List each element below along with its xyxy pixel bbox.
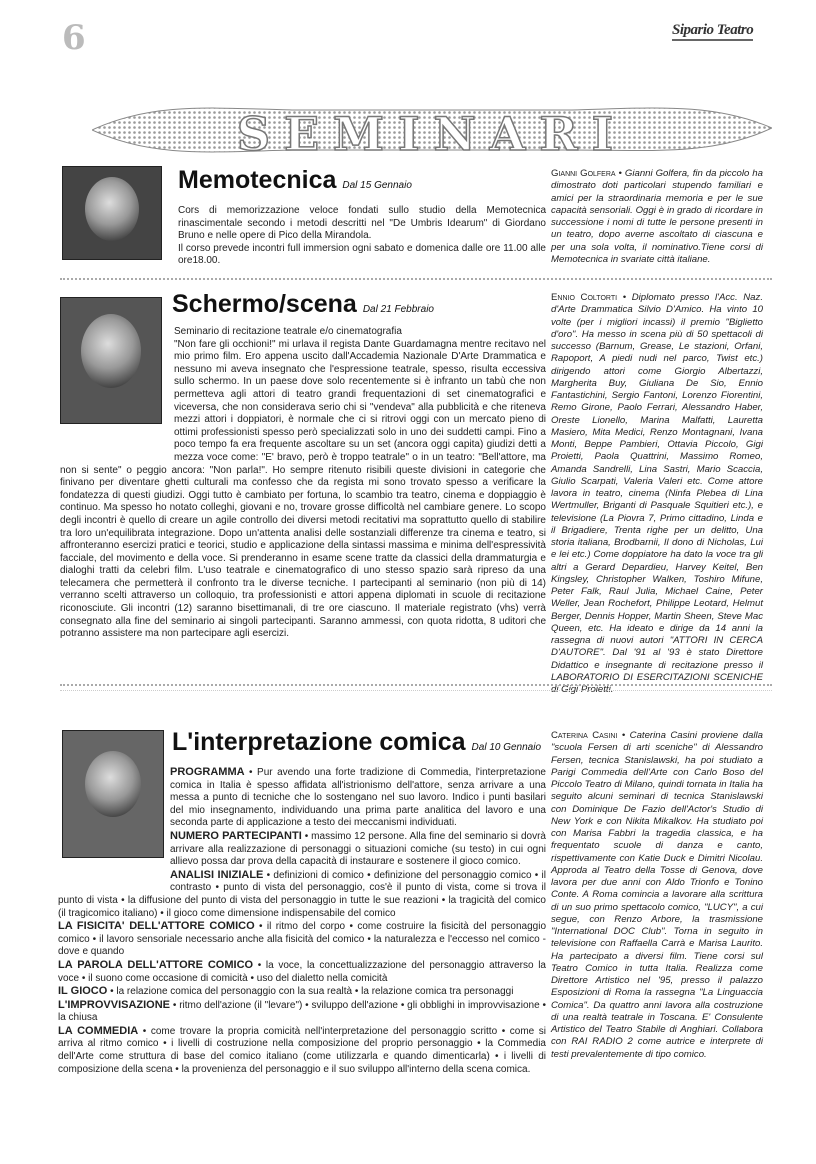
bio-name: Ennio Coltorti xyxy=(551,292,618,303)
magazine-logo: Sipario Teatro xyxy=(672,22,753,41)
section-date: Dal 15 Gennaio xyxy=(342,180,412,191)
program-block: IL GIOCO • la relazione comica del personaggio con la sua realtà • la relazione comica tra personaggi xyxy=(58,985,514,998)
seminari-banner xyxy=(92,100,772,161)
section-title: Memotecnica Dal 15 Gennaio xyxy=(178,166,412,194)
paragraph: Cors di memorizzazione veloce fondati sullo studio della Memotecnica rinascimentale secondo i metodi descritti nel "De Umbris Idearum" di Giordano Bruno e nelle opere di Pico della Mirandola. xyxy=(178,205,546,242)
program-block: ANALISI INIZIALE • definizioni di comico • definizione del personaggio comico • il contrasto • punto di vista del personaggio, cos'è il punto di vista, come si trova il punto di vista • la diffusione del punto di vista del personaggio in tutte le sue reazioni • la tragicità del comico (il tragicomico italiano) • il gioco come dimensione indispensabile del comico xyxy=(58,868,546,919)
program-block: L'IMPROVVISAZIONE • ritmo dell'azione (il "levare") • sviluppo dell'azione • gli obblighi in improvvisazione • la chiusa xyxy=(58,998,546,1024)
section-title: Schermo/scena Dal 21 Febbraio xyxy=(172,290,434,318)
sidebar-bio: Gianni Golfera • Gianni Golfera, fin da piccolo ha dimostrato doti particolari stupendo familiari e amici per la straordinaria memoria e per le sue capacità sensoriali. Oggi è in grado di ricordare in successione i nomi di tutte le persone presenti in un teatro, dopo averne ascoltato di ciascuna e per una sola volta, il nominativo.Tiene corsi di Memotecnica in svariate città italiane. xyxy=(551,168,763,265)
program-block: LA PAROLA DELL'ATTORE COMICO • la voce, la concettualizzazione del personaggio attraverso la voce • il suono come occasione di comicità • uso del dialetto nella comicità xyxy=(58,958,546,984)
paragraph: Seminario di recitazione teatrale e/o cinematografia xyxy=(174,326,402,337)
program-block: PROGRAMMA • Pur avendo una forte tradizione di Commedia, l'interpretazione comica in Italia è spesso affidata all'istrionismo dell'attore, senza arrivare a una messa a punto di tecniche che lo sostengano nel suo lavoro. Indico i punti basilari del mio insegnamento, individuando una prima parte analitica del lavoro e una seconda parte di applicazione a testo dei meccanismi individuati. xyxy=(170,766,546,829)
section-divider xyxy=(60,684,772,686)
sidebar-bio: Ennio Coltorti • Diplomato presso l'Acc. Naz. d'Arte Drammatica Silvio D'Amico. Ha vinto 10 volte (per i migliori incassi) il premio "Biglietto d'oro". Ha messo in scena più di 50 spettacoli di successo (Barnum, Grease, Le stazioni, Orfani, Rapoport, A piedi nudi nel parco, Twist etc.) dirigendo attori come Giorgio Albertazzi, Margherita Buy, Giuliana De Sio, Ennio Fantastichini, Sergio Fantoni, Lorenzo Fiorentini, Remo Girone, Paolo Ferrari, Alessandro Haber, Oreste Lionello, Marina Malfatti, Lauretta Masiero, Mita Medici, Renzo Montagnani, Ivana Monti, Beppe Pambieri, Ottavia Piccolo, Gigi Proietti, Paola Quattrini, Massimo Romeo, Amanda Sandrelli, Lina Sastri, Mario Scaccia, Giulio Scarpati, Valeria Valeri etc. Come attore lavora in teatro, cinema (Ninfa Plebea di Lina Wertmuller, Briganti di Pasquale Squitieri etc.), e televisione (La Piovra 7, Primo cittadino, Linda e il Brigadiere, Trenta righe per un delitto, Una storia italiana, Brodbarnii, Il dono di Nicholas, Lui e lei etc.) Come doppiatore ha dato la voce tra gli altri a Gerard Depardieu, Harvey Keitel, Ben Kingsley, Christopher Walken, Toshiro Mifune, Peter Falk, Raul Julia, Michael Caine, Peter Weller, Jean Rochefort, Philippe Leotard, Helmut Berger, Dennis Hopper, Martin Sheen, Steve Mac Queen, etc. Ha ideato e dirige da 14 anni la rassegna di nuovi autori "ATTORI IN CERCA D'AUTORE". Dal '91 al '93 è stato Direttore Didattico e insegnante di recitazione presso il LABORATORIO DI ESERCITAZIONI SCENICHE di Gigi Proietti. xyxy=(551,292,763,695)
section-divider xyxy=(60,690,772,691)
section-date: Dal 10 Gennaio xyxy=(471,742,542,753)
section-title: L'interpretazione comica Dal 10 Gennaio xyxy=(172,728,542,756)
section-date: Dal 21 Febbraio xyxy=(362,304,434,315)
program-block: LA FISICITA' DELL'ATTORE COMICO • il ritmo del corpo • come costruire la fisicità del personaggio comico • il lavoro sensoriale necessario anche alla fisicità del comico • la naturalezza e l'eccesso nel comico - dove e quando xyxy=(58,920,547,958)
section-body xyxy=(58,766,546,1076)
banner-title: SEMINARI xyxy=(236,107,628,161)
bio-text: Gianni Golfera, fin da piccolo ha dimostrato doti particolari stupendo familiari e amici per la straordinaria memoria e per le sue capacità sensoriali. Oggi è in grado di ricordare in successione i nomi di tutte le persone presenti in un teatro, dopo averne ascoltato di ciascuna e per una sola volta, il nominativo.Tiene corsi di Memotecnica in svariate città italiane. xyxy=(551,168,763,265)
photo-gianni-golfera xyxy=(62,166,162,260)
bio-text: Caterina Casini proviene dalla "scuola Fersen di arti sceniche" di Alessandro Fersen, tecnica Stanislawski, ha poi studiato a Parigi Commedia dell'Arte con Carlo Boso del Piccolo Teatro di Milano, quindi tornata in Italia ha seguito alcuni seminari di tecnica Stanislawski con Dominique De Fazio dell'Actor's Studio di New York e con Nikita Mikalkov. Ha studiato poi con Marisa Fabbri la tragedia classica, e ha frequentato scuole di danza e canto, rispettivamente con Katie Duck e Dimitri Nicolau. Approda al Teatro della Tosse di Genova, dove lavora per due anni con Aldo Trionfo e Tonino Conte. A Roma comincia a lavorare alla scrittura di un suo primo spettacolo comico, "LUCY", a cui segue, con Renzo Arbore, la trasmissione "International DOC Club". Torna in seguito in televisione con Raffaella Carrà e Marisa Laurito. Ha partecipato a diversi film. Tiene corsi sul Teatro Comico in tutta Italia. Realizza come Direttore Artistico nel '95, presso il palazzo Esposizioni di Roma la rassegna "La Linguaccia Comica". Da quattro anni lavora alla costruzione di una realtà teatrale in Toscana. E' Consulente Artistico del Teatro Stabile di Anghiari. Collabora con RAI RADIO 2 come autrice e interprete di testi prevalentemente di tipo comico. xyxy=(551,730,763,1060)
bio-name: Gianni Golfera xyxy=(551,168,616,179)
bio-text: Diplomato presso l'Acc. Naz. d'Arte Drammatica Silvio D'Amico. Ha vinto 10 volte (per i migliori incassi) il premio "Biglietto d'oro". Ha messo in scena più di 50 spettacoli di successo (Barnum, Grease, Le stazioni, Orfani, Rapoport, A piedi nudi nel parco, Twist etc.) dirigendo attori come Giorgio Albertazzi, Margherita Buy, Giuliana De Sio, Ennio Fantastichini, Sergio Fantoni, Lorenzo Fiorentini, Remo Girone, Paolo Ferrari, Alessandro Haber, Oreste Lionello, Marina Malfatti, Lauretta Masiero, Mita Medici, Renzo Montagnani, Ivana Monti, Beppe Pambieri, Ottavia Piccolo, Gigi Proietti, Paola Quattrini, Massimo Romeo, Amanda Sandrelli, Lina Sastri, Mario Scaccia, Giulio Scarpati, Valeria Valeri etc. Come attore lavora in teatro, cinema (Ninfa Plebea di Lina Wertmuller, Briganti di Pasquale Squitieri etc.), e televisione (La Piovra 7, Primo cittadino, Linda e il Brigadiere, Trenta righe per un delitto, Una storia italiana, Brodbarnii, Il dono di Nicholas, Lui e lei etc.) Come doppiatore ha dato la voce tra gli altri a Gerard Depardieu, Harvey Keitel, Ben Kingsley, Christopher Walken, Toshiro Mifune, Peter Falk, Raul Julia, Michael Caine, Peter Weller, Jean Rochefort, Philippe Leotard, Helmut Berger, Dennis Hopper, Martin Sheen, Steve Mac Queen, etc. Ha ideato e dirige da 14 anni la rassegna di nuovi autori "ATTORI IN CERCA D'AUTORE". Dal '91 al '93 è stato Direttore Didattico e insegnante di recitazione presso il LABORATORIO DI ESERCITAZIONI SCENICHE di Gigi Proietti. xyxy=(551,292,763,695)
paragraph: Il corso prevede incontri full immersion ogni sabato e domenica dalle ore 11.00 alle ore18.00. xyxy=(178,242,546,267)
bio-name: Caterina Casini xyxy=(551,730,618,741)
section-divider xyxy=(60,278,772,280)
page-number: 6 xyxy=(62,18,86,58)
program-block: NUMERO PARTECIPANTI • massimo 12 persone. Alla fine del seminario si dovrà arrivare alla realizzazione di personaggi o situazioni comiche (su testo) in cui ogni allievo possa dar prova della capacità di instaurare e sostenere il gioco comico. xyxy=(170,829,546,868)
program-block: LA COMMEDIA • come trovare la propria comicità nell'interpretazione del personaggio scritto • come si arriva al ritmo comico • i livelli di costruzione nella composizione del proprio personaggio • la Commedia dell'Arte come struttura di base del comico italiano (come utilizzarla e quando dimenticarla) • i livelli di composizione della scena • la provenienza del personaggio e il suo sviluppo all'interno della scena comica. xyxy=(58,1024,546,1075)
section-body xyxy=(60,326,546,641)
section-body xyxy=(178,205,546,268)
paragraph: "Non fare gli occhioni!" mi urlava il regista Dante Guardamagna mentre recitavo nel mio primo film. Ero appena uscito dall'Accademia Nazionale D'Arte Drammatica e nessuno mi aveva insegnato che l'espressione teatrale, spesso, risulta eccessiva sullo schermo. In un paese dove solo recentemente si è infranto un tabù che non permetteva agli attori di teatro grandi frequentazioni di set cinematografici e viceversa, che non considerava serio chi si "vendeva" alla pubblicità e che riteneva mezzi attori i doppiatori, è normale che ci si ritrovi oggi con un mercato pieno di ottimi professionisti spesso però specializzati solo in uno dei suddetti campi. Fino a poco tempo fa era frequente ascoltare su un set (ancora oggi capita) giudizi detti a mezza voce come: "E' bravo, però è troppo teatrale" o in un teatro: "Bell'attore, ma non si sente" o peggio ancora: "Non parla!". Ho sempre ritenuto risibili queste divisioni in categorie che finivano per diventare ghetti culturali ma confesso che da regista mi sono trovato spesso a verificare la fondatezza di questi giudizi. Oggi tutto è cambiato per fortuna, lo scambio tra teatro, cinema e doppiaggio è continuo. Ma spesso ho notato colleghi, giovani e no, trovare grosse difficoltà nel cambiare genere. Lo scopo degli incontri è quello di creare un agile controllo dei diversi metodi recitativi ma soprattutto quello di stabilire tra loro un'equilibrata integrazione. Dopo un'attenta analisi delle sostanziali differenze tra cinema e teatro, si affronteranno esercizi pratici e teorici, studio e applicazione della sintassi massima e minima dell'espressività facciale, del movimento e della voce. Si prenderanno in esame scene tratte da classici della drammaturgia e dialoghi tratti da celebri film. L'uso teatrale e cinematografico di uno stesso spazio sarà ripreso da una telecamera che permetterà il confronto tra le diverse tecniche. I partecipanti al seminario (non più di 14) verranno scelti attraverso un colloquio, tra professionisti e attori appena diplomati in scuole di recitazione riconosciute. Gli incontri (12) saranno bisettimanali, di tre ore ciascuno. Il materiale registrato (vhs) verrà consegnato alla fine del seminario ai singoli partecipanti. Saranno ammessi, con quota ridotta, 8 uditori che potranno assistere ma non partecipare agli esercizi. xyxy=(60,338,546,640)
sidebar-bio: Caterina Casini • Caterina Casini proviene dalla "scuola Fersen di arti sceniche" di Alessandro Fersen, tecnica Stanislawski, ha poi studiato a Parigi Commedia dell'Arte con Carlo Boso del Piccolo Teatro di Milano, quindi tornata in Italia ha seguito alcuni seminari di tecnica Stanislawski con Dominique De Fazio dell'Actor's Studio di New York e con Nikita Mikalkov. Ha studiato poi con Marisa Fabbri la tragedia classica, e ha frequentato scuole di danza e canto, rispettivamente con Katie Duck e Dimitri Nicolau. Approda al Teatro della Tosse di Genova, dove lavora per due anni con Aldo Trionfo e Tonino Conte. A Roma comincia a lavorare alla scrittura di un suo primo spettacolo comico, "LUCY", a cui segue, con Renzo Arbore, la trasmissione "International DOC Club". Torna in seguito in televisione con Raffaella Carrà e Marisa Laurito. Ha partecipato a diversi film. Tiene corsi sul Teatro Comico in tutta Italia. Realizza come Direttore Artistico nel '95, presso il palazzo Esposizioni di Roma la rassegna "La Linguaccia Comica". Da quattro anni lavora alla costruzione di una realtà teatrale in Toscana. E' Consulente Artistico del Teatro Stabile di Anghiari. Collabora con RAI RADIO 2 come autrice e interprete di testi prevalentemente di tipo comico. xyxy=(551,730,763,1060)
